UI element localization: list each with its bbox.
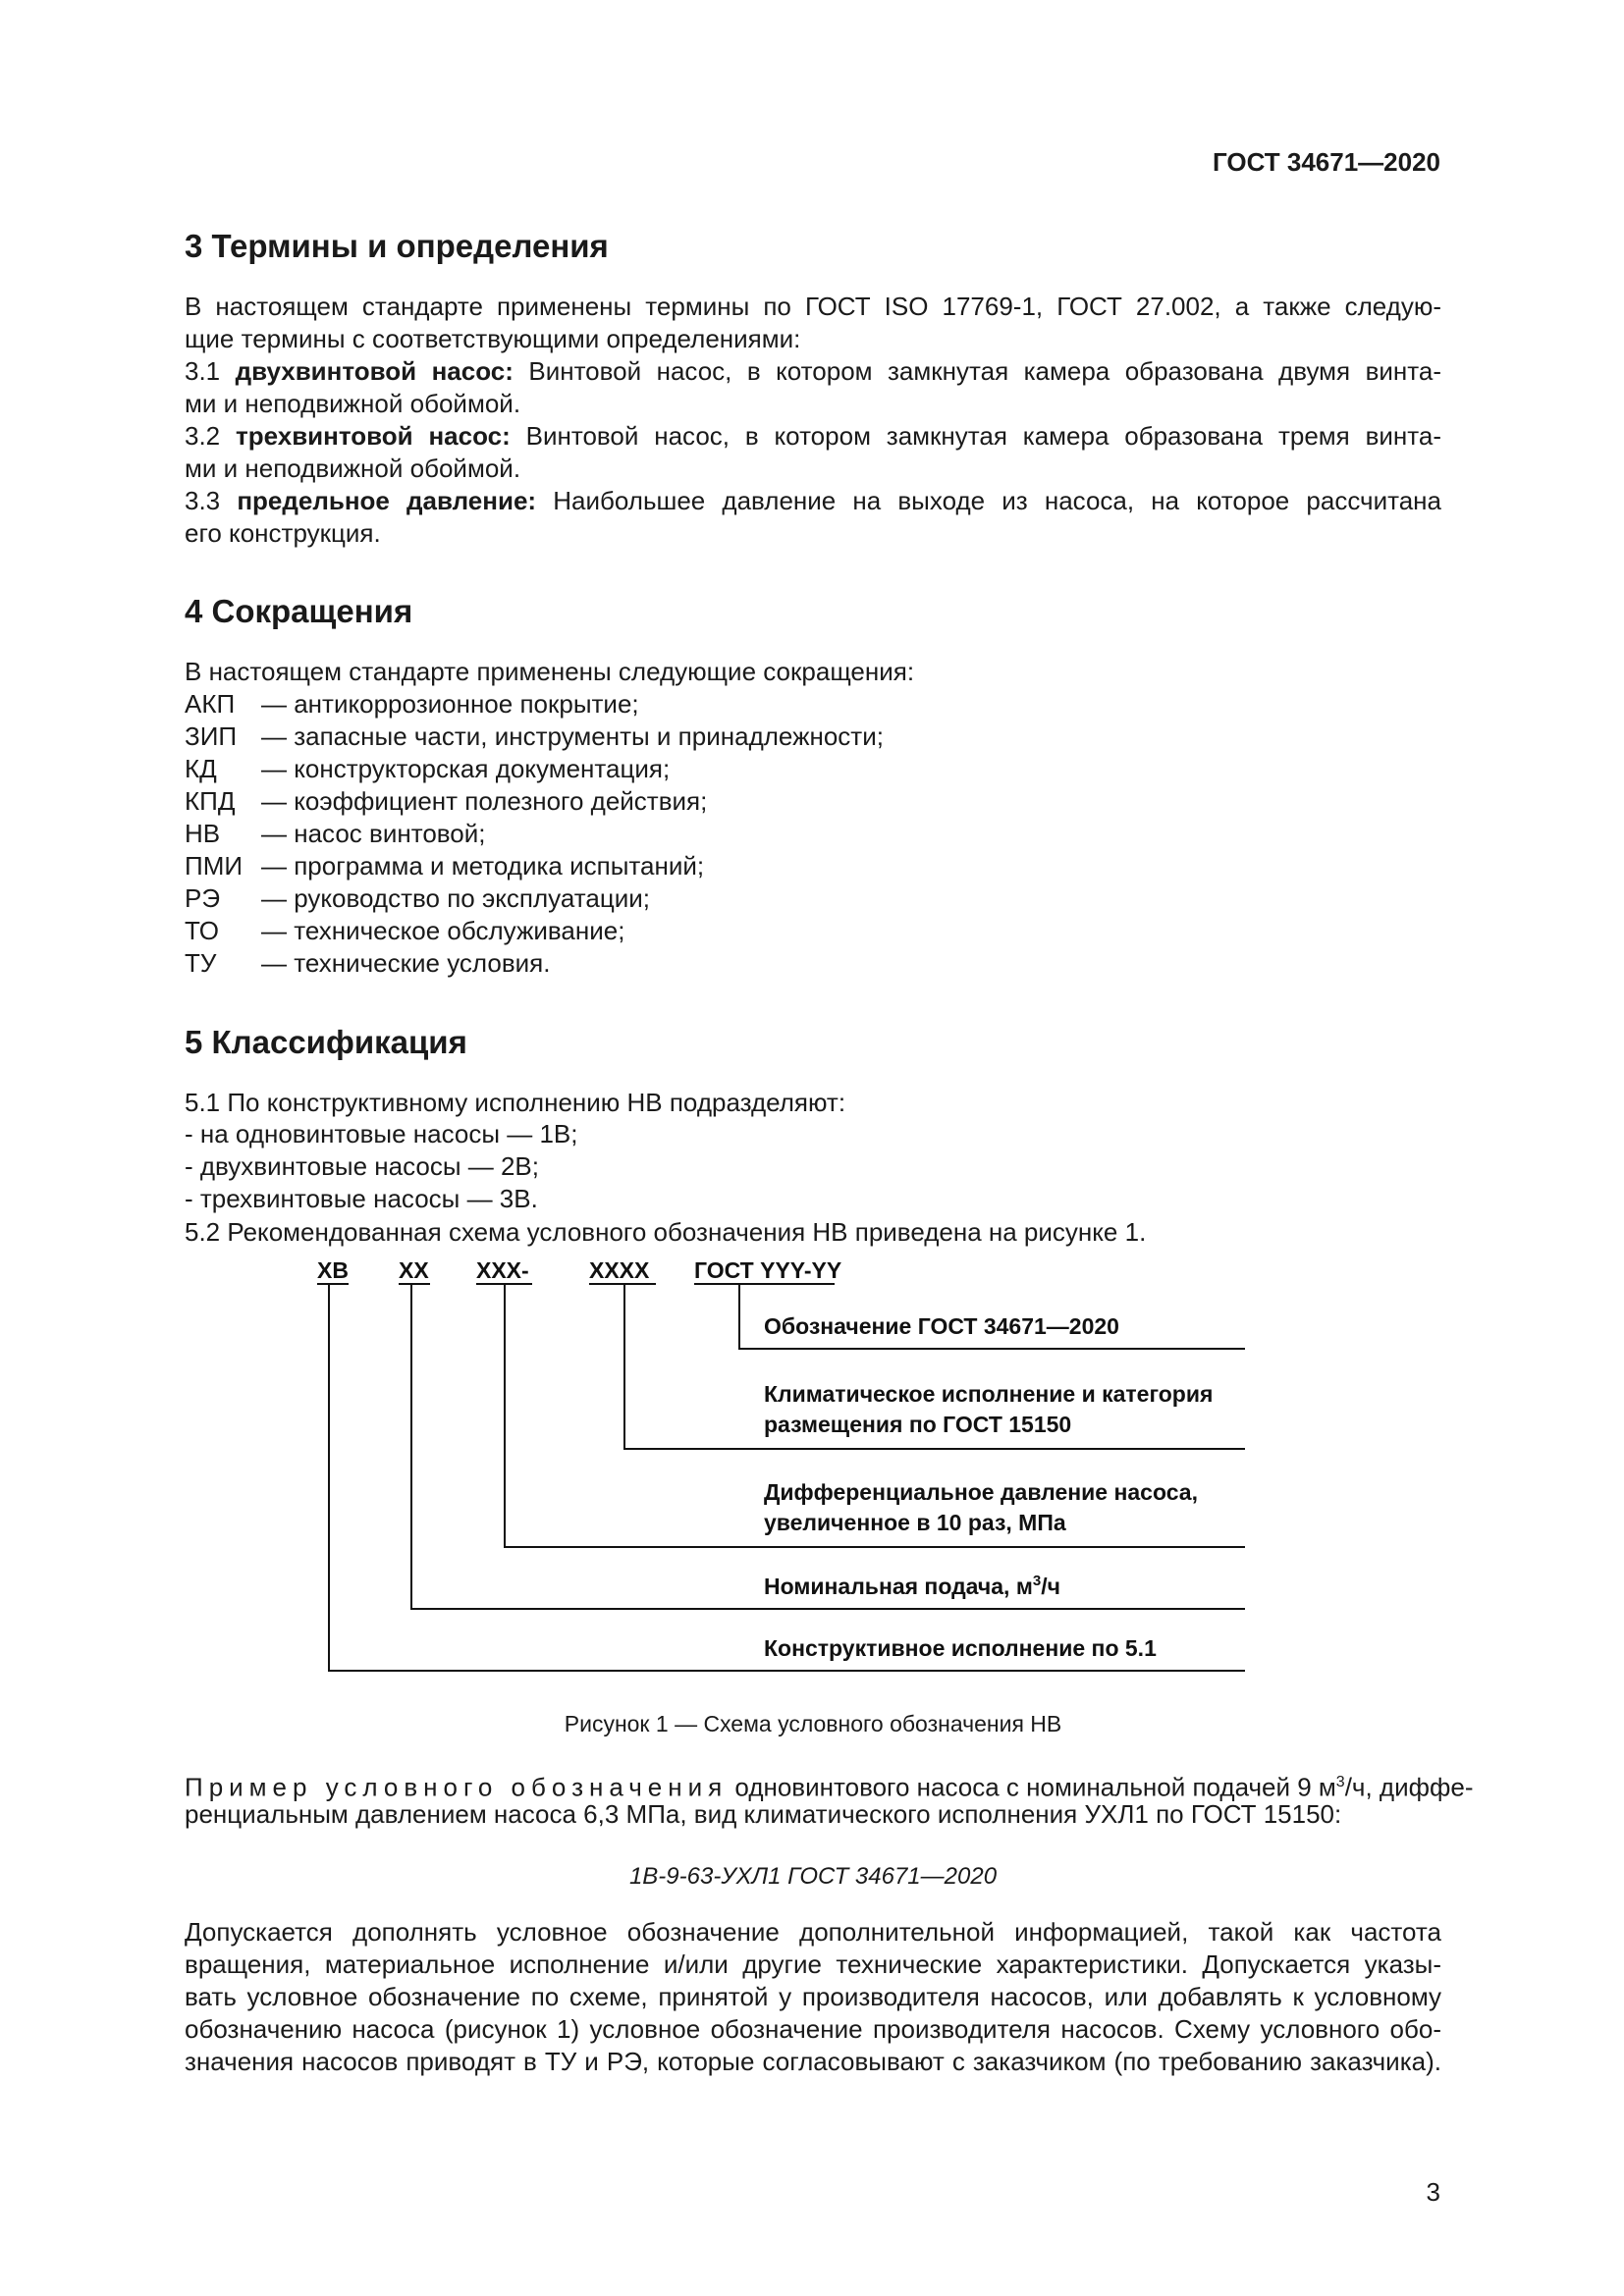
abbreviation-text: — технические условия. bbox=[261, 948, 551, 978]
term-3-2-number: 3.2 bbox=[185, 421, 221, 451]
code-design: ХВ bbox=[317, 1257, 349, 1283]
code-flow: ХХ bbox=[399, 1257, 429, 1283]
abbreviation-row bbox=[185, 721, 884, 753]
code-gost: ГОСТ YYY-YY bbox=[694, 1257, 842, 1283]
final-paragraph-line bbox=[185, 1981, 1441, 2013]
term-3-1-term: двухвинтовой насос: bbox=[235, 356, 514, 386]
section-5-heading: 5 Классификация bbox=[185, 1024, 467, 1060]
example-designation: 1В-9-63-УХЛ1 ГОСТ 34671—2020 bbox=[628, 1863, 998, 1890]
abbreviation-row bbox=[185, 753, 670, 785]
final-paragraph-line bbox=[185, 2013, 1441, 2046]
term-3-3-definition-cont: его конструкция. bbox=[185, 518, 381, 548]
designation-scheme-figure bbox=[185, 1247, 1441, 1698]
abbreviation-text: — антикоррозионное покрытие; bbox=[261, 689, 639, 719]
label-climate-line-2: размещения по ГОСТ 15150 bbox=[764, 1412, 1072, 1437]
abbreviation-row bbox=[185, 882, 650, 915]
list-item: - на одновинтовые насосы — 1В; bbox=[185, 1119, 578, 1148]
abbreviation-code: ТО bbox=[185, 916, 219, 945]
final-paragraph-text: вращения, материальное исполнение и/или другие технические характеристики. Допускается указы- bbox=[185, 1949, 1441, 1979]
section-4-heading: 4 Сокращения bbox=[185, 593, 413, 629]
abbreviation-row bbox=[185, 818, 486, 850]
section-4-intro: В настоящем стандарте применены следующие сокращения: bbox=[185, 657, 915, 686]
term-3-3-term: предельное давление: bbox=[237, 486, 537, 515]
abbreviation-code: ПМИ bbox=[185, 851, 244, 881]
final-paragraph-text: Допускается дополнять условное обозначение дополнительной информацией, такой как частота bbox=[185, 1917, 1441, 1947]
term-3-1-definition: Винтовой насос, в котором замкнутая камера образована двумя винта- bbox=[513, 356, 1441, 386]
example-text: одновинтового насоса с номинальной подачей 9 м bbox=[728, 1772, 1336, 1802]
label-flow-unit: /ч bbox=[1041, 1574, 1060, 1599]
label-pressure-line-2: увеличенное в 10 раз, МПа bbox=[764, 1510, 1066, 1535]
abbreviation-code: РЭ bbox=[185, 883, 221, 913]
term-3-3-number: 3.3 bbox=[185, 486, 221, 515]
leader-design bbox=[329, 1284, 1245, 1671]
section-3-intro bbox=[185, 291, 1441, 323]
code-pressure: ХХХ- bbox=[476, 1257, 529, 1283]
figure-caption: Рисунок 1 — Схема условного обозначения НВ bbox=[564, 1711, 1062, 1736]
final-paragraph-line bbox=[185, 1949, 1441, 1981]
abbreviation-code: КД bbox=[185, 754, 217, 783]
abbreviation-row bbox=[185, 850, 704, 882]
abbreviation-code: КПД bbox=[185, 786, 236, 816]
example-line-2: ренциальным давлением насоса 6,3 МПа, вид климатического исполнения УХЛ1 по ГОСТ 15150: bbox=[185, 1799, 1342, 1829]
term-3-1-number: 3.1 bbox=[185, 356, 221, 386]
abbreviation-text: — запасные части, инструменты и принадлежности; bbox=[261, 721, 884, 751]
abbreviation-code: НВ bbox=[185, 819, 221, 848]
term-3-1-definition-cont: ми и неподвижной обоймой. bbox=[185, 389, 521, 418]
code-climate: ХХХХ bbox=[589, 1257, 650, 1283]
example-label: Пример условного обозначения bbox=[185, 1772, 729, 1802]
term-3-2-definition-cont: ми и неподвижной обоймой. bbox=[185, 454, 521, 483]
abbreviation-text: — конструкторская документация; bbox=[261, 754, 671, 783]
abbreviation-text: — руководство по эксплуатации; bbox=[261, 883, 650, 913]
abbreviation-row bbox=[185, 785, 707, 818]
abbreviation-text: — коэффициент полезного действия; bbox=[261, 786, 708, 816]
abbreviation-row bbox=[185, 688, 639, 721]
final-paragraph-text: вать условное обозначение по схеме, принятой у производителя насосов, или добавлять к условному bbox=[185, 1982, 1441, 2011]
abbreviation-code: АКП bbox=[185, 689, 236, 719]
abbreviation-text: — программа и методика испытаний; bbox=[261, 851, 705, 881]
paragraph-5-2: 5.2 Рекомендованная схема условного обозначения НВ приведена на рисунке 1. bbox=[185, 1217, 1147, 1247]
label-gost: Обозначение ГОСТ 34671—2020 bbox=[764, 1313, 1119, 1339]
abbreviation-code: ТУ bbox=[185, 948, 217, 978]
abbreviation-code: ЗИП bbox=[185, 721, 238, 751]
abbreviation-text: — насос винтовой; bbox=[261, 819, 486, 848]
term-3-2 bbox=[185, 420, 1441, 453]
example-superscript: 3 bbox=[1335, 1774, 1345, 1790]
list-item: - трехвинтовые насосы — 3В. bbox=[185, 1184, 538, 1213]
abbreviation-row bbox=[185, 915, 624, 947]
page-number: 3 bbox=[1426, 2177, 1440, 2207]
final-paragraph-text: значения насосов приводят в ТУ и РЭ, которые согласовывают с заказчиком (по требованию заказчика). bbox=[185, 2047, 1441, 2076]
label-flow bbox=[764, 1573, 1060, 1599]
list-item: - двухвинтовые насосы — 2В; bbox=[185, 1151, 539, 1181]
label-pressure-line-1: Дифференциальное давление насоса, bbox=[764, 1479, 1198, 1505]
document-header: ГОСТ 34671—2020 bbox=[1213, 147, 1440, 177]
section-3-intro-line-2: щие термины с соответствующими определениями: bbox=[185, 324, 801, 353]
label-flow-text: Номинальная подача, м bbox=[764, 1574, 1033, 1599]
term-3-3 bbox=[185, 485, 1441, 517]
label-design: Конструктивное исполнение по 5.1 bbox=[764, 1635, 1157, 1661]
final-paragraph-line bbox=[185, 2046, 1441, 2078]
paragraph-5-1: 5.1 По конструктивному исполнению НВ подразделяют: bbox=[185, 1088, 846, 1117]
term-3-2-term: трехвинтовой насос: bbox=[236, 421, 511, 451]
final-paragraph-text: обозначению насоса (рисунок 1) условное обозначение производителя насосов. Схему условного обо- bbox=[185, 2014, 1441, 2044]
example-text-end: /ч, диффе- bbox=[1344, 1772, 1474, 1802]
term-3-2-definition: Винтовой насос, в котором замкнутая камера образована тремя винта- bbox=[510, 421, 1441, 451]
label-flow-superscript: 3 bbox=[1032, 1573, 1042, 1589]
term-3-1 bbox=[185, 355, 1441, 388]
label-climate-line-1: Климатическое исполнение и категория bbox=[764, 1381, 1214, 1407]
term-3-3-definition: Наибольшее давление на выходе из насоса, на которое рассчитана bbox=[536, 486, 1441, 515]
section-3-heading: 3 Термины и определения bbox=[185, 228, 609, 264]
section-3-intro-line-1: В настоящем стандарте применены термины по ГОСТ ISO 17769-1, ГОСТ 27.002, а также следую- bbox=[185, 292, 1441, 321]
abbreviation-text: — техническое обслуживание; bbox=[261, 916, 625, 945]
abbreviation-row bbox=[185, 947, 550, 980]
final-paragraph-line bbox=[185, 1916, 1441, 1949]
